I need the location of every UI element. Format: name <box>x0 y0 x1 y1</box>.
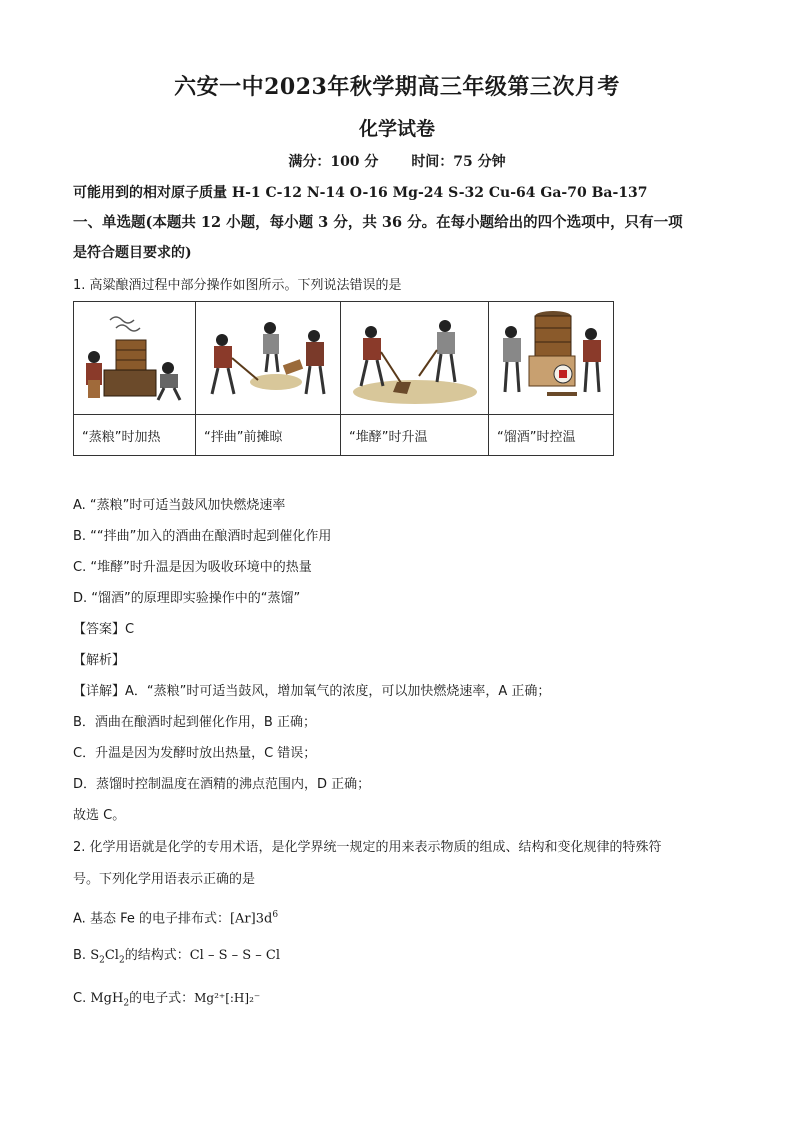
mixing-image <box>196 302 341 415</box>
option-c-text: 的电子式： <box>129 991 195 1006</box>
exam-title: 六安一中2023年秋学期高三年级第三次月考 <box>174 74 620 100</box>
detail-tag: 【详解】 <box>73 684 126 699</box>
caption-mixing: “拌曲”前摊晾 <box>196 415 341 456</box>
option-c-label: C. <box>73 991 87 1006</box>
option-b-formula-cl: Cl <box>104 948 119 963</box>
steaming-image <box>74 302 196 415</box>
steaming-illustration <box>74 302 195 414</box>
option-c-structure: Mg²⁺[:H]₂⁻ <box>194 991 261 1005</box>
option-a-label: A. <box>73 911 86 927</box>
caption-steaming: “蒸粮”时加热 <box>74 415 196 456</box>
option-a-text: 基态 Fe 的电子排布式： <box>89 911 230 927</box>
option-b-sub2: 2 <box>118 955 125 966</box>
distilling-illustration <box>489 302 613 414</box>
exam-meta <box>0 151 794 171</box>
q2-option-b <box>73 946 733 971</box>
q1-stem: 1. 高粱酿酒过程中部分操作如图所示。下列说法错误的是 <box>73 278 402 293</box>
q1-detail-line-3: C．升温是因为发酵时放出热量，C 错误； <box>73 746 317 761</box>
q1-detail-line-4: D．蒸馏时控制温度在酒精的沸点范围内，D 正确； <box>73 777 371 792</box>
q1-answer <box>73 620 733 640</box>
q1-option-c: C. “堆酵”时升温是因为吸收环境中的热量 <box>73 560 312 575</box>
q1-detail-line-5: 故选 C。 <box>73 808 126 823</box>
answer-tag: 【答案】 <box>73 622 126 637</box>
option-b-structure: Cl – S – S – Cl <box>189 948 281 963</box>
fermenting-image <box>341 302 489 415</box>
q1-option-a: A. “蒸粮”时可适当鼓风加快燃烧速率 <box>73 498 286 513</box>
option-c-sub: 2 <box>123 998 130 1009</box>
q1-detail-line-1 <box>73 682 733 702</box>
q2-option-c <box>73 988 733 1014</box>
option-a-superscript: 6 <box>272 910 279 920</box>
exam-subtitle: 化学试卷 <box>358 118 435 140</box>
option-b-sub1: 2 <box>99 955 105 966</box>
time-info: 时间：75 分钟 <box>411 154 506 170</box>
section-heading-line1: 一、单选题(本题共 12 小题，每小题 3 分，共 36 分。在每小题给出的四个选项中，只有一项 <box>73 214 683 231</box>
answer-value: C <box>125 622 135 637</box>
option-b-formula-s: S <box>90 948 100 963</box>
q1-analysis-tag: 【解析】 <box>73 653 126 668</box>
q1-figure-table <box>73 301 614 456</box>
caption-fermenting: “堆酵”时升温 <box>341 415 489 456</box>
q2-stem-line2: 号。下列化学用语表示正确的是 <box>73 872 256 887</box>
option-b-label: B. <box>73 948 87 963</box>
q1-option-b: B. ““拌曲”加入的酒曲在酿酒时起到催化作用 <box>73 529 332 544</box>
fermenting-illustration <box>341 302 488 414</box>
distilling-image <box>489 302 614 415</box>
option-c-formula: MgH <box>90 991 124 1006</box>
score-info: 满分：100 分 <box>288 154 379 170</box>
q1-detail-line-2: B．酒曲在酿酒时起到催化作用，B 正确； <box>73 715 316 730</box>
option-a-formula: [Ar]3d <box>229 911 273 927</box>
mixing-illustration <box>196 302 340 414</box>
q2-option-a <box>73 905 733 929</box>
q2-stem-line1: 2. 化学用语就是化学的专用术语，是化学界统一规定的用来表示物质的组成、结构和变化规律的特殊符 <box>73 840 662 855</box>
caption-distilling: “馏酒”时控温 <box>489 415 614 456</box>
option-b-text: 的结构式： <box>124 948 190 963</box>
atomic-mass-line: 可能用到的相对原子质量 H-1 C-12 N-14 O-16 Mg-24 S-32 Cu-64 Ga-70 Ba-137 <box>73 185 648 201</box>
section-heading-line2: 是符合题目要求的) <box>73 245 192 261</box>
detail-text-a: A．“蒸粮”时可适当鼓风，增加氧气的浓度，可以加快燃烧速率，A 正确； <box>125 684 551 699</box>
q1-option-d: D. “馏酒”的原理即实验操作中的“蒸馏” <box>73 591 301 606</box>
